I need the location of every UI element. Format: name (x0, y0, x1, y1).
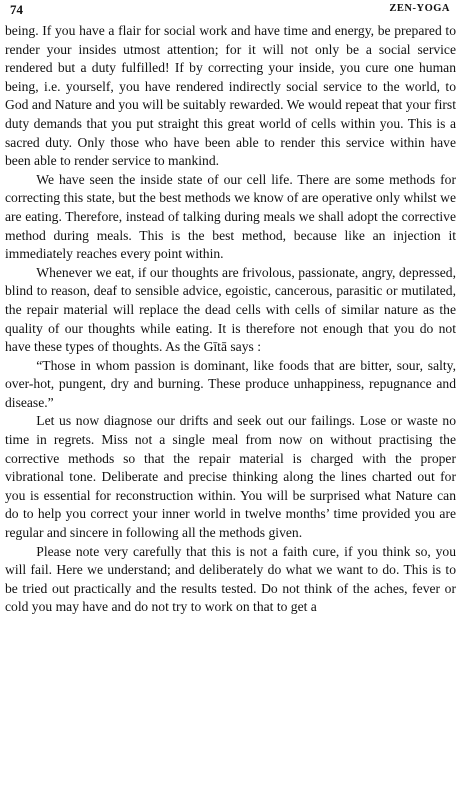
paragraph: We have seen the inside state of our cell life. There are some methods for correcting this state, but the best methods we know of are operative only whilst we are eating. Therefore, instead of talking during meals we shall adopt the corrective method during meals. This is the best method, because like an injection it immediately reaches every point within. (5, 171, 456, 262)
paragraph-continued: being. If you have a flair for social work and have time and energy, be prepared to render your insides utmost attention; for it will not only be a social service rendered but a duty fulfilled! If by correcting your inside, you cure one human being, i.e. yourself, you have rendered indirectly social service to the world, to God and Nature and you will be suitably rewarded. We would repeat that your first duty demands that you put straight this great world of cells within you. This is a sacred duty. Only those who have been able to render this service within have been able to render service to mankind. (5, 23, 456, 169)
page-number: 74 (10, 2, 23, 17)
paragraph: Please note very carefully that this is not a faith cure, if you think so, you will fail. Here we understand; and deliberately do what we want to do. This is to be tried out practically and the results tested. Do not think of the aches, fever or cold you may have and do not try to work on that to get a (5, 543, 456, 615)
gita-quote: “Those in whom passion is dominant, like foods that are bitter, sour, salty, over-hot, pungent, dry and burning. These produce unhappiness, repugnance and disease.” (5, 357, 456, 410)
running-head: ZEN-YOGA (389, 3, 450, 14)
page-header (5, 0, 456, 22)
paragraph: Whenever we eat, if our thoughts are frivolous, passionate, angry, depressed, blind to reason, deaf to sensible advice, egoistic, cancerous, parasitic or mutilated, the repair material will replace the dead cells with cells of similar nature as the quality of our thoughts while eating. It is therefore not enough that you do not have these types of thoughts. As the Gītā says : (5, 264, 456, 355)
paragraph: Let us now diagnose our drifts and seek out our failings. Lose or waste no time in regrets. Miss not a single meal from now on without practising the corrective methods so that the repair material is charged with the proper vibrational tone. Deliberate and precise thinking along the lines charted out for you is essential for reconstruction within. You will be surprised what Nature can do to help you correct your inner world in twelve months’ time provided you are regular and sincere in following all the methods given. (5, 413, 456, 541)
body-text (5, 22, 456, 617)
